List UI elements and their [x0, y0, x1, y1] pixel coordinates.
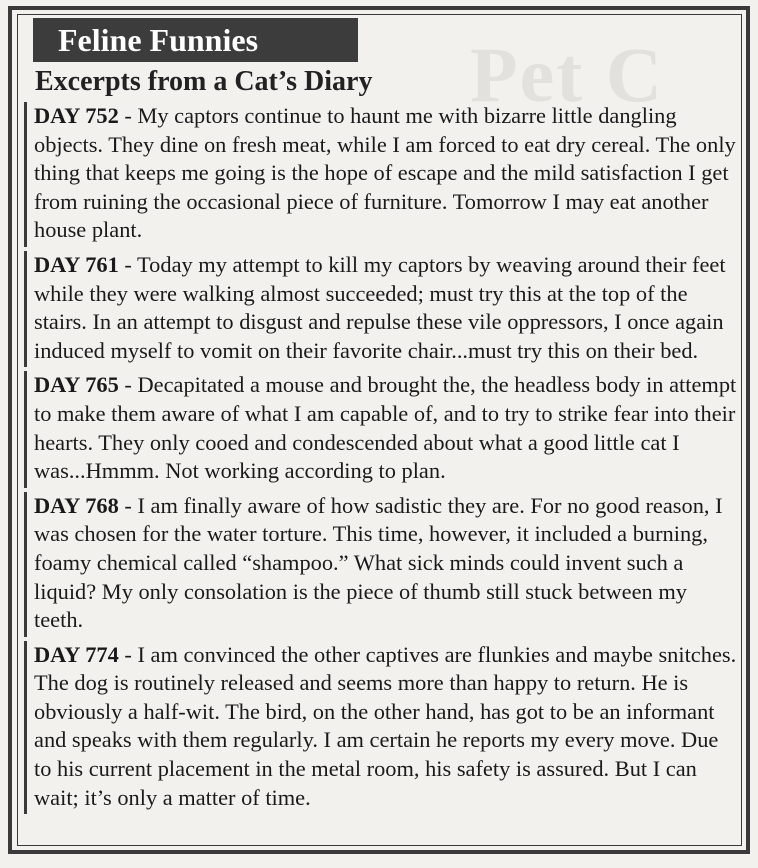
entry-text: - My captors continue to haunt me with bizarre little dangling objects. They dine on fresh meat, while I am forced to eat dry cereal. The only thing that keeps me going is the hope of escape and the mild satisfaction I get from ruining the occasional piece of furniture. Tomorrow I may eat another house plant. — [34, 103, 736, 243]
diary-entry — [24, 490, 737, 639]
article-subtitle: Excerpts from a Cat’s Diary — [35, 66, 373, 97]
entry-day: DAY 768 — [34, 492, 119, 518]
diary-entry — [24, 100, 737, 249]
page-title: Feline Funnies — [58, 22, 259, 58]
entry-text: - Decapitated a mouse and brought the, the headless body in attempt to make them aware of what I am capable of, and to try to strike fear into their hearts. They only cooed and condescended about what a good little cat I was...Hmmm. Not working according to plan. — [34, 372, 737, 484]
diary-entries — [24, 100, 737, 816]
entry-day: DAY 761 — [34, 251, 119, 277]
bleed-through-ghost: Pet C — [470, 31, 665, 118]
entry-text: - I am convinced the other captives are flunkies and maybe snitches. The dog is routinely released and seems more than happy to return. He is obviously a half-wit. The bird, on the other hand, has got to be an informant and speaks with them regularly. I am certain he reports my every move. Due to his current placement in the metal room, his safety is assured. But I can wait; it’s only a matter of time. — [34, 641, 737, 810]
entry-text: - Today my attempt to kill my captors by weaving around their feet while they were walking almost succeeded; must try this at the top of the stairs. In an attempt to disgust and repulse these vile oppressors, I once again induced myself to vomit on their favorite chair...must try this on their bed. — [34, 251, 726, 363]
entry-day: DAY 752 — [34, 103, 119, 128]
entry-text: - I am finally aware of how sadistic they are. For no good reason, I was chosen for the water torture. This time, however, it included a burning, foamy chemical called “shampoo.” What sick minds could invent such a liquid? My only consolation is the piece of thumb still stuck between my teeth. — [34, 492, 723, 633]
diary-entry — [24, 369, 737, 489]
entry-day: DAY 765 — [34, 372, 119, 398]
diary-entry — [24, 639, 737, 817]
entry-day: DAY 774 — [34, 641, 119, 667]
diary-entry — [24, 249, 737, 369]
